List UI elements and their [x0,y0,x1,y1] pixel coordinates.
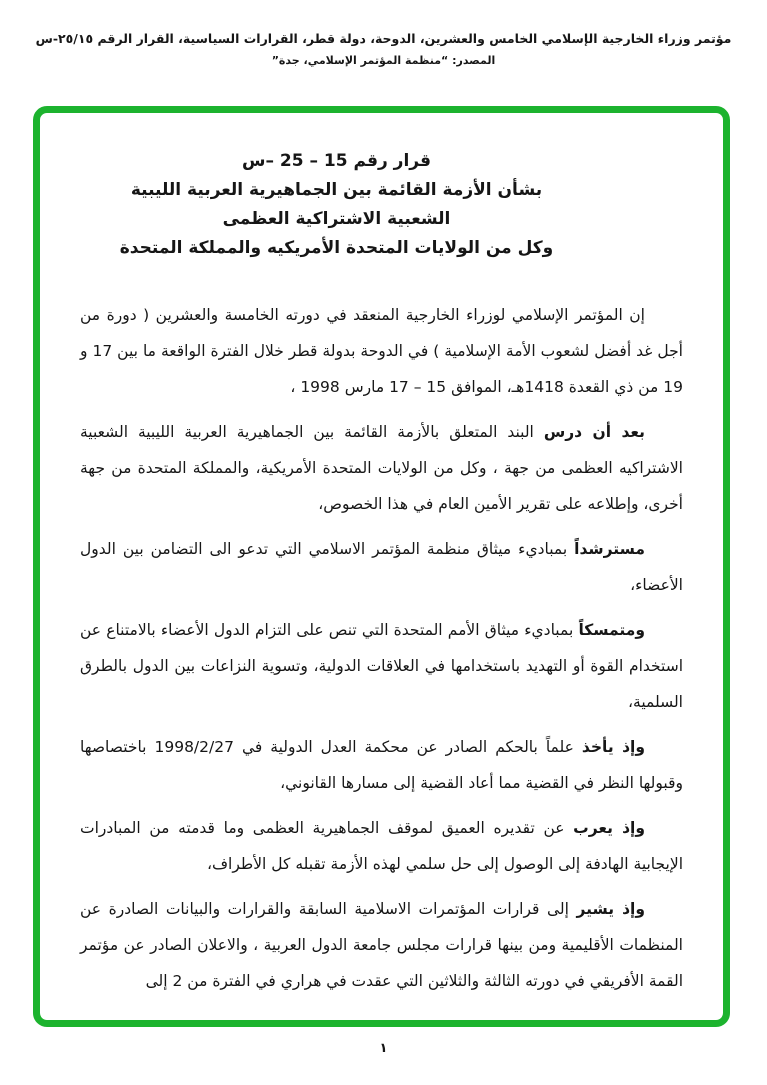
paragraph-text: إلى قرارات المؤتمرات الاسلامية السابقة والقرارات والبيانات الصادرة عن المنظمات الأقليمية ومن بينها قرارات مجلس جامعة الدول العربية ، والاعلان الصادر عن مؤتمر القمة الأفريقي في دورته الثالثة والثلاثين التي عقدت في هراري في الفترة من 2 إلى [80,900,683,990]
paragraph-lead: وإذ يأخذ [581,738,646,756]
header-source-line: المصدر: “منظمة المؤتمر الإسلامي، جدة” [271,54,496,67]
header-reference-line: مؤتمر وزراء الخارجية الإسلامي الخامس والعشرين، الدوحة، دولة قطر، القرارات السياسية، القرار الرقم ٢٥/١٥-س [35,31,732,46]
resolution-subject-line-2: الشعبية الاشتراكية العظمى [222,209,451,229]
paragraph-lead: مسترشداً [574,540,645,558]
paragraph-lead: ومتمسكاً [578,621,645,639]
resolution-number-line: قرار رقم 15 – 25 –س [242,151,431,171]
paragraph-text: بمباديء ميثاق الأمم المتحدة التي تنص على التزام الدول الأعضاء بالامتناع عن استخدام القوة أو التهديد باستخدامها في العلاقات الدولية، وتسوية النزاعات بين الدول بالطرق السلمية، [80,621,683,711]
resolution-subject-line-3: وكل من الولايات المتحدة الأمريكيه والمملكة المتحدة [119,238,554,258]
page-number: ١ [379,1041,388,1056]
preamble-paragraph [80,891,683,999]
paragraph-text: علماً بالحكم الصادر عن محكمة العدل الدولية في 1998/2/27 باختصاصها وقبولها النظر في القضية مما أعاد القضية إلى مسارها القانوني، [80,738,683,792]
paragraph-text: عن تقديره العميق لموقف الجماهيرية العظمى وما قدمته من المبادرات الإيجابية الهادفة إلى الوصول إلى حل سلمي لهذه الأزمة تقبله كل الأطراف، [80,819,683,873]
resolution-title [80,147,593,263]
preamble-paragraph [80,414,683,522]
paragraph-lead: وإذ يشير [576,900,645,918]
preamble-paragraph [80,729,683,801]
document-header [0,31,767,67]
paragraph-lead: وإذ يعرب [573,819,645,837]
preamble-paragraph [80,612,683,720]
highlight-border [33,106,730,1027]
paragraph-text: البند المتعلق بالأزمة القائمة بين الجماهيرية العربية الليبية الشعبية الاشتراكيه العظمى من جهة ، وكل من الولايات المتحدة الأمريكية، والمملكة المتحدة من جهة أخرى، وإطلاعه على تقرير الأمين العام في هذا الخصوص، [80,423,683,513]
document-content [40,113,723,1020]
preamble-paragraph [80,531,683,603]
paragraph-text: إن المؤتمر الإسلامي لوزراء الخارجية المنعقد في دورته الخامسة والعشرين ( دورة من أجل غد أفضل لشعوب الأمة الإسلامية ) في الدوحة بدولة قطر خلال الفترة الواقعة ما بين 17 و 19 من ذي القعدة 1418هـ، الموافق 15 – 17 مارس 1998 ، [80,306,683,396]
paragraph-text: بمباديء ميثاق منظمة المؤتمر الاسلامي التي تدعو الى التضامن بين الدول الأعضاء، [80,540,683,594]
preamble-paragraph [80,810,683,882]
preamble-paragraph [80,297,683,405]
paragraph-lead: بعد أن درس [543,423,645,441]
resolution-subject-line-1: بشأن الأزمة القائمة بين الجماهيرية العربية الليبية [130,180,543,200]
